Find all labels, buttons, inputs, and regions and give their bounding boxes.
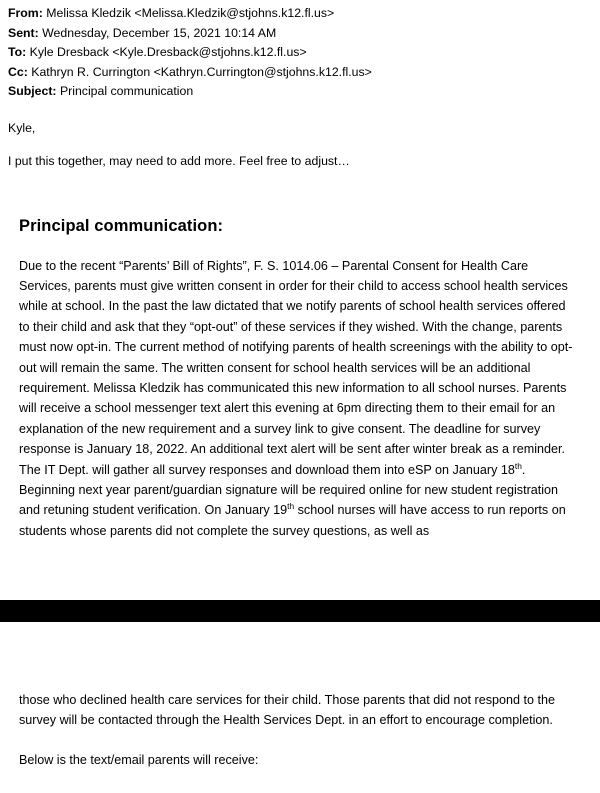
header-label-cc: Cc: — [8, 64, 28, 79]
header-row-cc — [8, 63, 592, 83]
header-row-from — [8, 4, 592, 24]
header-value-subject: Principal communication — [59, 84, 194, 98]
header-value-from: Melissa Kledzik <Melissa.Kledzik@stjohns.k12.fl.us> — [46, 6, 335, 20]
header-value-to: Kyle Dresback <Kyle.Dresback@stjohns.k12.fl.us> — [29, 45, 307, 59]
header-value-sent: Wednesday, December 15, 2021 10:14 AM — [42, 25, 277, 40]
header-value-cc: Kathryn R. Currington <Kathryn.Currington@stjohns.k12.fl.us> — [31, 64, 372, 79]
ordinal-suffix-18th: th — [514, 460, 522, 471]
salutation: Kyle, — [8, 120, 36, 135]
header-row-sent — [8, 24, 592, 44]
paragraph-part-2: . Beginning next year parent/guardian signature will be required online for new student registration and retuning student verification. On January 19 — [19, 462, 559, 518]
header-label-to: To: — [8, 45, 27, 59]
header-row-subject — [8, 82, 592, 102]
document-paragraph — [19, 256, 578, 542]
page-break-divider — [0, 600, 600, 622]
header-label-sent: Sent: — [8, 25, 39, 40]
intro-paragraph: I put this together, may need to add more. Feel free to adjust… — [8, 153, 350, 168]
paragraph-part-1: Due to the recent “Parents’ Bill of Rights”, F. S. 1014.06 – Parental Consent for Health Care Services, parents must give written consent in order for their child to access school health services while at school. In the past the law dictated that we notify parents of school health services offered to their child and ask that they “opt-out” of these services if they wished. With the change, parents must now opt-in. The current method of notifying parents of health screenings with the ability to opt-out will remain the same. The written consent for school health services will be an additional requirement. Melissa Kledzik has communicated this new information to all school nurses. Parents will receive a school messenger text alert this evening at 6pm directing them to their email for an explanation of the new requirement and a survey link to give consent. The deadline for survey response is January 18, 2022. An additional text alert will be sent after winter break as a reminder. The IT Dept. will gather all survey responses and download them into eSP on January 18 — [19, 258, 573, 477]
header-label-from: From: — [8, 6, 43, 20]
closing-line: Below is the text/email parents will receive: — [19, 752, 259, 767]
email-header — [0, 0, 600, 102]
continuation-block — [0, 690, 600, 770]
header-row-to — [8, 43, 592, 63]
paragraph-part-3: school nurses will have access to run reports on students whose parents did not complete the survey questions, as well as — [19, 503, 566, 538]
document-title: Principal communication: — [19, 216, 224, 235]
ordinal-suffix-19th: th — [287, 501, 295, 512]
continuation-paragraph: those who declined health care services for their child. Those parents that did not respond to the survey will be contacted through the Health Services Dept. in an effort to encourage completion. — [19, 693, 556, 728]
email-body — [0, 121, 600, 168]
header-label-subject: Subject: — [8, 84, 57, 98]
